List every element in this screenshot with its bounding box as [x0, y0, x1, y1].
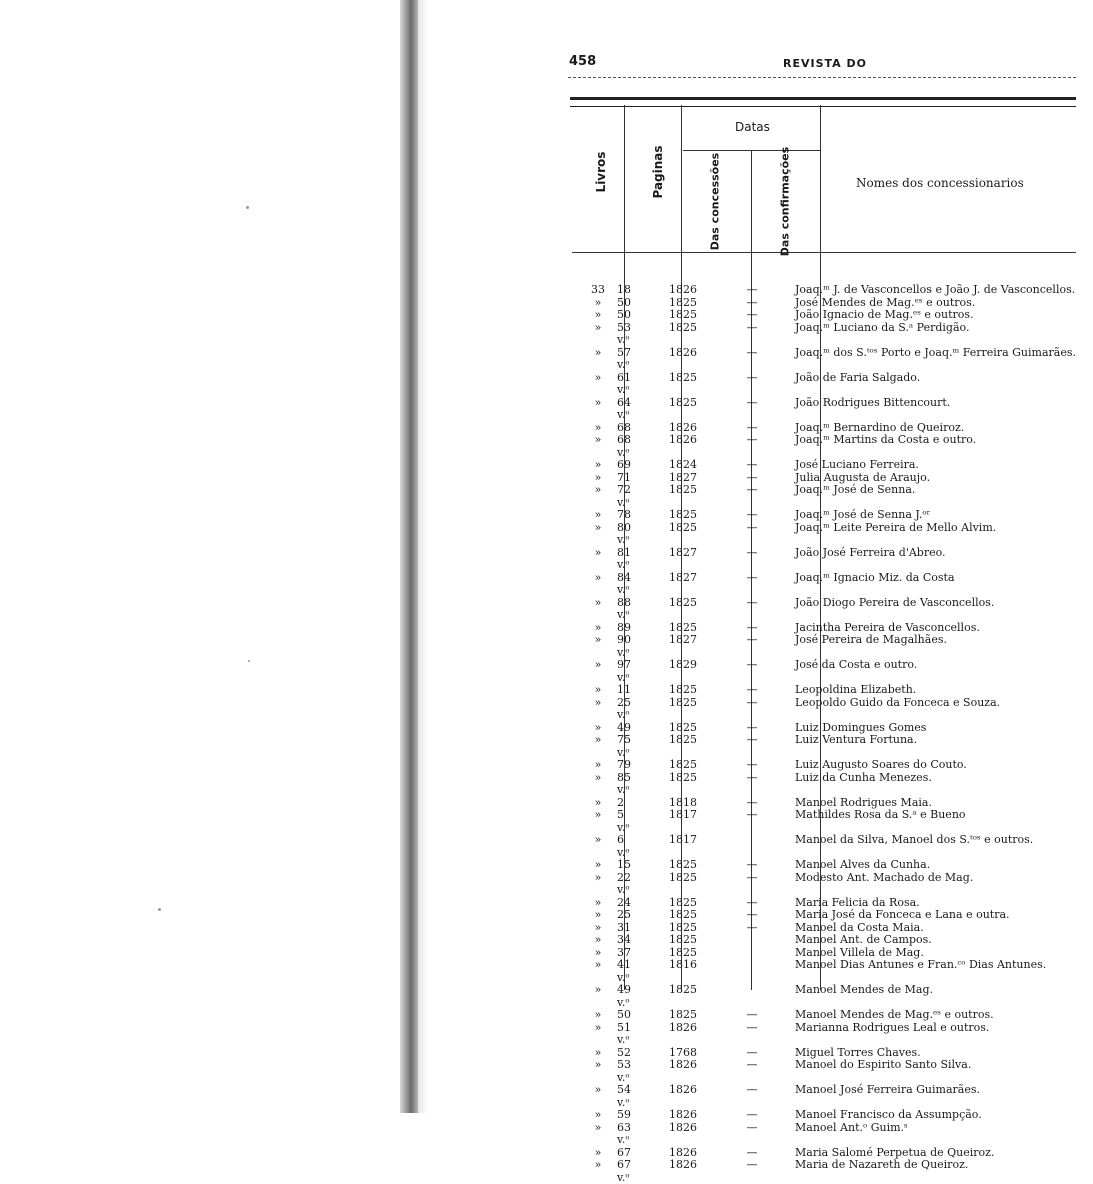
cell-livro: »: [594, 1120, 602, 1134]
cell-pagina: 50: [617, 1008, 631, 1021]
cell-pagina: 59: [617, 1108, 631, 1121]
cell-confirmacao: —: [746, 483, 758, 496]
cell-nome: João de Faria Salgado.: [795, 370, 921, 384]
cell-pagina: 15: [617, 858, 631, 871]
table-top-rule: [570, 97, 1076, 107]
cell-livro: »: [594, 833, 602, 846]
cell-pagina: 41 v.ᵒ: [617, 958, 631, 984]
cell-concessao: 1825: [669, 733, 697, 746]
cell-concessao: 1825: [669, 720, 697, 734]
cell-confirmacao: [717, 834, 787, 859]
cell-livro: »: [594, 770, 602, 784]
cell-nome: Maria de Nazareth de Queiroz.: [795, 1158, 969, 1171]
cell-pagina: 88 v.ᵒ: [617, 595, 631, 621]
cell-nome: José Luciano Ferreira.: [795, 458, 919, 471]
page-number: 458: [569, 54, 597, 69]
table-row: [583, 872, 1076, 897]
cell-pagina: 67: [617, 1145, 631, 1159]
cell-confirmacao: —: [746, 1120, 758, 1134]
cell-concessao: 1825: [669, 770, 697, 784]
cell-concessao: 1825: [669, 483, 697, 496]
cell-pagina: 22 v.ᵒ: [617, 870, 631, 896]
cell-nome: Julia Augusta de Araujo.: [795, 470, 931, 484]
cell-concessao: 1826: [669, 1145, 697, 1159]
table-row: [583, 322, 1076, 347]
cell-pagina: 89: [617, 620, 631, 634]
cell-livro: »: [594, 870, 602, 884]
cell-pagina: 75 v.ᵒ: [617, 733, 631, 759]
cell-nome: Maria José da Fonceca e Lana e outra.: [795, 908, 1010, 921]
cell-nome: João José Ferreira d'Abreo.: [795, 545, 946, 559]
cell-pagina: 57 v.ᵒ: [617, 345, 631, 371]
cell-confirmacao: —: [746, 720, 758, 734]
cell-livro: »: [594, 895, 602, 909]
cell-pagina: 69: [617, 458, 631, 471]
cell-livro: »: [594, 545, 602, 559]
table-row: [583, 809, 1076, 834]
cell-livro: »: [594, 1158, 602, 1171]
cell-confirmacao: —: [746, 508, 758, 521]
cell-confirmacao: —: [746, 920, 758, 934]
cell-nome: Luiz Ventura Fortuna.: [795, 733, 918, 746]
gutter-shadow: [418, 0, 428, 1113]
cell-concessao: 1817: [669, 833, 697, 846]
cell-nome: Luiz da Cunha Menezes.: [795, 770, 932, 784]
table-row: [583, 959, 1076, 984]
cell-nome: Manoel Rodrigues Maia.: [795, 795, 932, 809]
cell-pagina: 49: [617, 720, 631, 734]
cell-concessao: 1825: [669, 295, 697, 309]
cell-concessao: 1827: [669, 633, 697, 646]
cell-confirmacao: —: [746, 295, 758, 309]
cell-nome: Manoel Dias Antunes e Fran.ᶜᵒ Dias Antunes.: [795, 958, 1047, 971]
cell-concessao: 1825: [669, 895, 697, 909]
cell-nome: Joaq.ᵐ Ignacio Miz. da Costa: [795, 570, 955, 584]
cell-pagina: 51 v.ᵒ: [617, 1020, 631, 1046]
cell-confirmacao: —: [746, 895, 758, 909]
cell-livro: »: [594, 920, 602, 934]
cell-pagina: 25: [617, 908, 631, 921]
cell-nome: João Diogo Pereira de Vasconcellos.: [795, 595, 995, 609]
cell-pagina: 2: [617, 795, 624, 809]
cell-nome: Joaq.ᵐ Bernardino de Queiroz.: [795, 420, 965, 434]
cell-nome: Miguel Torres Chaves.: [795, 1045, 921, 1059]
cell-nome: Manoel José Ferreira Guimarães.: [795, 1083, 980, 1096]
cell-concessao: 1825: [669, 695, 697, 709]
header-nomes: Nomes dos concessionarios: [856, 176, 1024, 190]
cell-livro: »: [594, 1083, 602, 1096]
cell-concessao: 1817: [669, 808, 697, 821]
cell-nome: Manoel Villela de Mag.: [795, 945, 924, 959]
cell-confirmacao: —: [746, 1145, 758, 1159]
table-row: [583, 1059, 1076, 1084]
cell-livro: »: [594, 420, 602, 434]
table-row: [583, 459, 1076, 472]
cell-livro: »: [594, 458, 602, 471]
cell-concessao: 1825: [669, 595, 697, 609]
cell-livro: »: [594, 508, 602, 521]
cell-nome: Luiz Domingues Gomes: [795, 720, 927, 734]
cell-concessao: 1826: [669, 283, 697, 296]
cell-confirmacao: —: [746, 870, 758, 884]
table-row: [583, 347, 1076, 372]
cell-concessao: 1825: [669, 395, 697, 409]
cell-nome: Joaq.ᵐ Luciano da S.ᵃ Perdigão.: [795, 320, 970, 334]
cell-confirmacao: —: [746, 458, 758, 471]
cell-concessao: 1826: [669, 1058, 697, 1071]
cell-concessao: 1825: [669, 520, 697, 534]
cell-concessao: 1826: [669, 1083, 697, 1096]
cell-livro: »: [594, 320, 602, 334]
cell-pagina: 85 v.ᵒ: [617, 770, 631, 796]
cell-livro: »: [594, 933, 602, 946]
cell-confirmacao: —: [746, 395, 758, 409]
table-row: [583, 1122, 1076, 1147]
cell-confirmacao: —: [746, 858, 758, 871]
cell-pagina: 90 v.ᵒ: [617, 633, 631, 659]
cell-confirmacao: —: [746, 370, 758, 384]
cell-pagina: 31: [617, 920, 631, 934]
cell-livro: »: [594, 570, 602, 584]
cell-confirmacao: —: [746, 683, 758, 696]
cell-pagina: 67 v.ᵒ: [617, 1158, 631, 1184]
table-row: [583, 484, 1076, 509]
cell-confirmacao: —: [746, 320, 758, 334]
table-row: [583, 434, 1076, 459]
cell-concessao: 1825: [669, 933, 697, 946]
table-row: [583, 547, 1076, 572]
cell-livro: »: [594, 683, 602, 696]
cell-nome: Maria Felicia da Rosa.: [795, 895, 920, 909]
cell-nome: Luiz Augusto Soares do Couto.: [795, 758, 967, 771]
cell-pagina: 34: [617, 933, 631, 946]
header-datas: Datas: [735, 120, 770, 134]
cell-pagina: 68: [617, 420, 631, 434]
cell-nome: Manoel da Costa Maia.: [795, 920, 924, 934]
running-head: REVISTA DO: [783, 57, 867, 70]
cell-pagina: 24: [617, 895, 631, 909]
table-row: [583, 397, 1076, 422]
cell-livro: »: [594, 433, 602, 446]
header-paginas: Paginas: [651, 145, 665, 199]
cell-nome: José da Costa e outro.: [795, 658, 918, 671]
cell-livro: »: [594, 1008, 602, 1021]
cell-confirmacao: —: [746, 770, 758, 784]
cell-nome: Manoel Mendes de Mag.: [795, 983, 934, 996]
cell-concessao: 1825: [669, 908, 697, 921]
table-row: [583, 372, 1076, 397]
header-das-confirmacoes: Das confirmações: [778, 146, 792, 257]
book-gutter: [400, 0, 418, 1113]
cell-nome: Manoel Ant. de Campos.: [795, 933, 932, 946]
cell-confirmacao: —: [746, 283, 758, 296]
cell-nome: Manoel Francisco da Assumpção.: [795, 1108, 982, 1121]
cell-concessao: 1825: [669, 308, 697, 321]
table-row: [583, 522, 1076, 547]
cell-pagina: 54 v.ᵒ: [617, 1083, 631, 1109]
cell-nome: Marianna Rodrigues Leal e outros.: [795, 1020, 990, 1034]
cell-concessao: 1825: [669, 945, 697, 959]
cell-pagina: 61 v.ᵒ: [617, 370, 631, 396]
cell-confirmacao: —: [746, 308, 758, 321]
cell-concessao: 1824: [669, 458, 697, 471]
table-row: [583, 697, 1076, 722]
cell-nome: Manoel Mendes de Mag.ᵉˢ e outros.: [795, 1008, 994, 1021]
paper-speck: [248, 660, 250, 662]
table-row: [583, 659, 1076, 684]
cell-nome: Jacintha Pereira de Vasconcellos.: [795, 620, 980, 634]
cell-nome: Maria Salomé Perpetua de Queiroz.: [795, 1145, 995, 1159]
cell-nome: Joaq.ᵐ Martins da Costa e outro.: [795, 433, 977, 446]
cell-livro: »: [594, 808, 602, 821]
cell-concessao: 1826: [669, 1120, 697, 1134]
cell-concessao: 1826: [669, 433, 697, 446]
cell-concessao: 1825: [669, 620, 697, 634]
cell-pagina: 53 v.ᵒ: [617, 320, 631, 346]
cell-concessao: 1826: [669, 1020, 697, 1034]
table-row: [583, 597, 1076, 622]
cell-confirmacao: —: [746, 1020, 758, 1034]
cell-concessao: 1827: [669, 570, 697, 584]
cell-livro: »: [594, 308, 602, 321]
table-row: [583, 1009, 1076, 1022]
cell-pagina: 52: [617, 1045, 631, 1059]
cell-concessao: 1825: [669, 320, 697, 334]
cell-livro: »: [594, 958, 602, 971]
cell-pagina: 84 v.ᵒ: [617, 570, 631, 596]
cell-confirmacao: —: [746, 633, 758, 646]
cell-livro: »: [594, 1058, 602, 1071]
paper-speck: [246, 206, 249, 209]
table-row: [583, 734, 1076, 759]
cell-pagina: 80 v.ᵒ: [617, 520, 631, 546]
cell-pagina: 79: [617, 758, 631, 771]
cell-pagina: 97 v.ᵒ: [617, 658, 631, 684]
table-row: [583, 984, 1076, 1009]
cell-concessao: 1818: [669, 795, 697, 809]
cell-concessao: 1827: [669, 545, 697, 559]
cell-pagina: 78: [617, 508, 631, 521]
cell-concessao: 1825: [669, 1008, 697, 1021]
cell-confirmacao: [717, 984, 787, 1009]
cell-confirmacao: —: [746, 1158, 758, 1171]
cell-nome: Manoel Alves da Cunha.: [795, 858, 931, 871]
cell-livro: »: [594, 695, 602, 709]
cell-concessao: 1825: [669, 858, 697, 871]
cell-confirmacao: —: [746, 758, 758, 771]
cell-livro: »: [594, 470, 602, 484]
cell-nome: José Mendes de Mag.ᵉˢ e outros.: [795, 295, 976, 309]
cell-confirmacao: —: [746, 620, 758, 634]
cell-nome: José Pereira de Magalhães.: [795, 633, 947, 646]
cell-nome: Joaq.ᵐ José de Senna J.ᵒʳ: [795, 508, 931, 521]
cell-livro: »: [594, 983, 602, 996]
cell-confirmacao: —: [746, 1108, 758, 1121]
cell-concessao: 1829: [669, 658, 697, 671]
cell-livro: »: [594, 720, 602, 734]
table-body: [583, 284, 1076, 1184]
datas-subrule: [683, 150, 820, 151]
table-row: [583, 684, 1076, 697]
cell-confirmacao: —: [746, 695, 758, 709]
cell-nome: Modesto Ant. Machado de Mag.: [795, 870, 974, 884]
cell-confirmacao: —: [746, 658, 758, 671]
header-das-concessoes: Das concessões: [708, 152, 722, 251]
table-row: [583, 309, 1076, 322]
table-row: [583, 772, 1076, 797]
cell-nome: Joaq.ᵐ José de Senna.: [795, 483, 916, 496]
cell-confirmacao: —: [746, 433, 758, 446]
cell-livro: »: [594, 483, 602, 496]
cell-livro: »: [594, 858, 602, 871]
cell-livro: »: [594, 520, 602, 534]
cell-concessao: 1768: [669, 1045, 697, 1059]
table-row: [583, 834, 1076, 859]
cell-livro: »: [594, 1145, 602, 1159]
cell-concessao: 1826: [669, 1108, 697, 1121]
table-row: [583, 1084, 1076, 1109]
cell-livro: »: [594, 595, 602, 609]
table-row: [583, 859, 1076, 872]
cell-confirmacao: [717, 947, 787, 960]
table-row: [583, 759, 1076, 772]
cell-pagina: 64 v.ᵒ: [617, 395, 631, 421]
header-bottom-rule: [572, 252, 1076, 253]
table-row: [583, 909, 1076, 922]
cell-confirmacao: —: [746, 595, 758, 609]
table-row: [583, 284, 1076, 297]
table-row: [583, 1022, 1076, 1047]
table-row: [583, 1147, 1076, 1160]
cell-concessao: 1825: [669, 983, 697, 996]
cell-livro: 33: [591, 283, 605, 296]
cell-livro: »: [594, 733, 602, 746]
cell-livro: »: [594, 1045, 602, 1059]
cell-nome: Joaq.ᵐ Leite Pereira de Mello Alvim.: [795, 520, 997, 534]
cell-confirmacao: —: [746, 795, 758, 809]
cell-confirmacao: —: [746, 808, 758, 821]
cell-confirmacao: —: [746, 1058, 758, 1071]
cell-confirmacao: —: [746, 908, 758, 921]
cell-concessao: 1826: [669, 420, 697, 434]
cell-concessao: 1816: [669, 958, 697, 971]
cell-pagina: 50: [617, 295, 631, 309]
cell-concessao: 1825: [669, 758, 697, 771]
cell-confirmacao: —: [746, 420, 758, 434]
cell-livro: »: [594, 620, 602, 634]
table-row: [583, 572, 1076, 597]
cell-concessao: 1826: [669, 345, 697, 359]
cell-livro: »: [594, 395, 602, 409]
cell-livro: »: [594, 295, 602, 309]
table-row: [583, 634, 1076, 659]
header-livros: Livros: [594, 151, 608, 193]
cell-pagina: 49 v.ᵒ: [617, 983, 631, 1009]
cell-nome: João Rodrigues Bittencourt.: [795, 395, 951, 409]
cell-concessao: 1825: [669, 920, 697, 934]
cell-confirmacao: —: [746, 733, 758, 746]
cell-pagina: 71: [617, 470, 631, 484]
cell-confirmacao: —: [746, 545, 758, 559]
header-rule: [568, 77, 1076, 78]
cell-nome: Joaq.ᵐ J. de Vasconcellos e João J. de Vasconcellos.: [795, 283, 1076, 296]
cell-livro: »: [594, 1020, 602, 1034]
cell-pagina: 5 v.ᵒ: [617, 808, 630, 834]
cell-confirmacao: —: [746, 345, 758, 359]
cell-pagina: 50: [617, 308, 631, 321]
cell-nome: Mathildes Rosa da S.ᵃ e Bueno: [795, 808, 966, 821]
cell-pagina: 6 v.ᵒ: [617, 833, 630, 859]
cell-pagina: 81 v.ᵒ: [617, 545, 631, 571]
cell-confirmacao: [717, 959, 787, 984]
cell-concessao: 1827: [669, 470, 697, 484]
paper-speck: [158, 908, 161, 911]
cell-confirmacao: [717, 934, 787, 947]
cell-nome: Joaq.ᵐ dos S.ᵗᵒˢ Porto e Joaq.ᵐ Ferreira Guimarães.: [795, 345, 1076, 359]
table-row: [583, 934, 1076, 947]
cell-pagina: 18: [617, 283, 631, 296]
cell-livro: »: [594, 758, 602, 771]
cell-livro: »: [594, 658, 602, 671]
cell-pagina: 37: [617, 945, 631, 959]
cell-livro: »: [594, 908, 602, 921]
cell-nome: Leopoldina Elizabeth.: [795, 683, 917, 696]
cell-concessao: 1825: [669, 370, 697, 384]
cell-concessao: 1825: [669, 870, 697, 884]
cell-pagina: 25 v.ᵒ: [617, 695, 631, 721]
cell-livro: »: [594, 945, 602, 959]
cell-nome: João Ignacio de Mag.ᵉˢ e outros.: [795, 308, 974, 321]
cell-nome: Manoel da Silva, Manoel dos S.ᵗᵒˢ e outros.: [795, 833, 1034, 846]
cell-confirmacao: —: [746, 1083, 758, 1096]
cell-livro: »: [594, 633, 602, 646]
cell-nome: Leopoldo Guido da Fonceca e Souza.: [795, 695, 1001, 709]
cell-concessao: 1825: [669, 508, 697, 521]
cell-livro: »: [594, 1108, 602, 1121]
cell-pagina: 63 v.ᵒ: [617, 1120, 631, 1146]
cell-confirmacao: —: [746, 570, 758, 584]
table-row: [583, 1159, 1076, 1184]
cell-confirmacao: —: [746, 470, 758, 484]
cell-concessao: 1826: [669, 1158, 697, 1171]
cell-livro: »: [594, 370, 602, 384]
cell-nome: Manoel do Espirito Santo Silva.: [795, 1058, 972, 1071]
cell-pagina: 68 v.ᵒ: [617, 433, 631, 459]
cell-pagina: 72 v.ᵒ: [617, 483, 631, 509]
table-row: [583, 1109, 1076, 1122]
cell-confirmacao: —: [746, 1008, 758, 1021]
cell-pagina: 53 v.ᵒ: [617, 1058, 631, 1084]
cell-confirmacao: —: [746, 1045, 758, 1059]
cell-concessao: 1825: [669, 683, 697, 696]
cell-livro: »: [594, 345, 602, 359]
cell-nome: Manoel Ant.ᵒ Guim.ˢ: [795, 1120, 908, 1134]
cell-pagina: 11: [617, 683, 631, 696]
cell-livro: »: [594, 795, 602, 809]
cell-confirmacao: —: [746, 520, 758, 534]
table-row: [583, 509, 1076, 522]
